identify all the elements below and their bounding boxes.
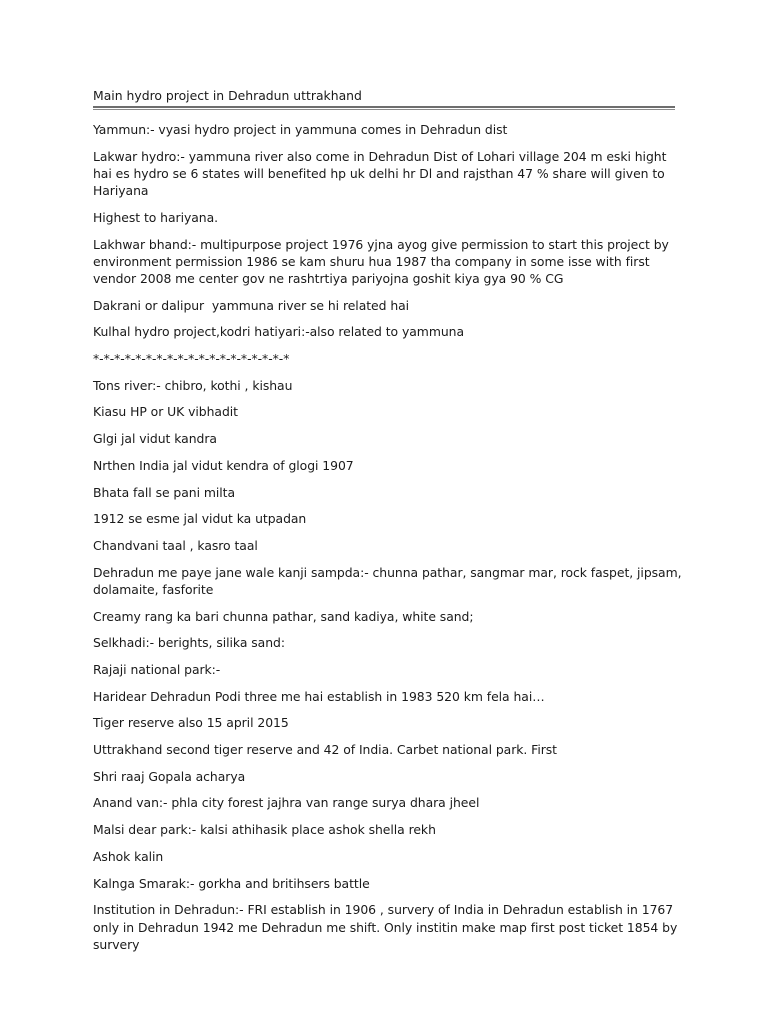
- paragraph: Uttrakhand second tiger reserve and 42 of India. Carbet national park. First: [93, 742, 557, 758]
- paragraph: Chandvani taal , kasro taal: [93, 537, 258, 553]
- title-underline-rule: [93, 106, 675, 110]
- paragraph: Dehradun me paye jane wale kanji sampda:- chunna pathar, sangmar mar, rock faspet, jipsam, dolamaite, fasforite: [93, 564, 686, 597]
- paragraph: Ashok kalin: [93, 848, 164, 864]
- paragraph: Shri raaj Gopala acharya: [93, 768, 246, 784]
- separator-line: *-*-*-*-*-*-*-*-*-*-*-*-*-*-*-*-*-*-*: [93, 351, 290, 367]
- paragraph: Rajaji national park:-: [93, 661, 221, 677]
- paragraph: Yammun:- vyasi hydro project in yammuna comes in Dehradun dist: [93, 122, 508, 137]
- paragraph: Tiger reserve also 15 april 2015: [93, 715, 289, 731]
- paragraph: Bhata fall se pani milta: [93, 484, 236, 500]
- paragraph: 1912 se esme jal vidut ka utpadan: [93, 511, 307, 527]
- paragraph: Lakwar hydro:- yammuna river also come in Dehradun Dist of Lohari village 204 m eski hight hai es hydro se 6 states will benefited hp uk delhi hr Dl and rajsthan 47 % share will given to Hariyana: [93, 148, 671, 199]
- document-content: [93, 88, 686, 962]
- paragraph: Haridear Dehradun Podi three me hai establish in 1983 520 km fela hai…: [93, 688, 545, 704]
- paragraph: Selkhadi:- berights, silika sand:: [93, 635, 285, 651]
- paragraph: Dakrani or dalipur yammuna river se hi related hai: [93, 297, 410, 313]
- document-title: Main hydro project in Dehradun uttrakhand: [93, 88, 362, 103]
- paragraph-list: [93, 121, 686, 953]
- paragraph: Highest to hariyana.: [93, 209, 219, 225]
- paragraph: Anand van:- phla city forest jajhra van range surya dhara jheel: [93, 795, 480, 811]
- paragraph: Tons river:- chibro, kothi , kishau: [93, 377, 293, 393]
- paragraph: Glgi jal vidut kandra: [93, 431, 217, 447]
- paragraph: Kulhal hydro project,kodri hatiyari:-also related to yammuna: [93, 324, 464, 340]
- paragraph: Kalnga Smarak:- gorkha and britihsers battle: [93, 875, 370, 891]
- paragraph: Kiasu HP or UK vibhadit: [93, 404, 238, 420]
- paragraph: Institution in Dehradun:- FRI establish in 1906 , survery of India in Dehradun establish in 1767 only in Dehradun 1942 me Dehradun me shift. Only institin make map first post ticket 1854 by survery: [93, 902, 682, 952]
- paragraph: Nrthen India jal vidut kendra of glogi 1907: [93, 457, 354, 473]
- paragraph: Malsi dear park:- kalsi athihasik place ashok shella rekh: [93, 822, 436, 838]
- paragraph: Lakhwar bhand:- multipurpose project 1976 yjna ayog give permission to start this project by environment permission 1986 se kam shuru hua 1987 tha company in some isse with first vendor 2008 me center gov ne rashtrtiya pariyojna goshit kiya gya 90 % CG: [93, 236, 673, 286]
- paragraph: Creamy rang ka bari chunna pathar, sand kadiya, white sand;: [93, 608, 474, 624]
